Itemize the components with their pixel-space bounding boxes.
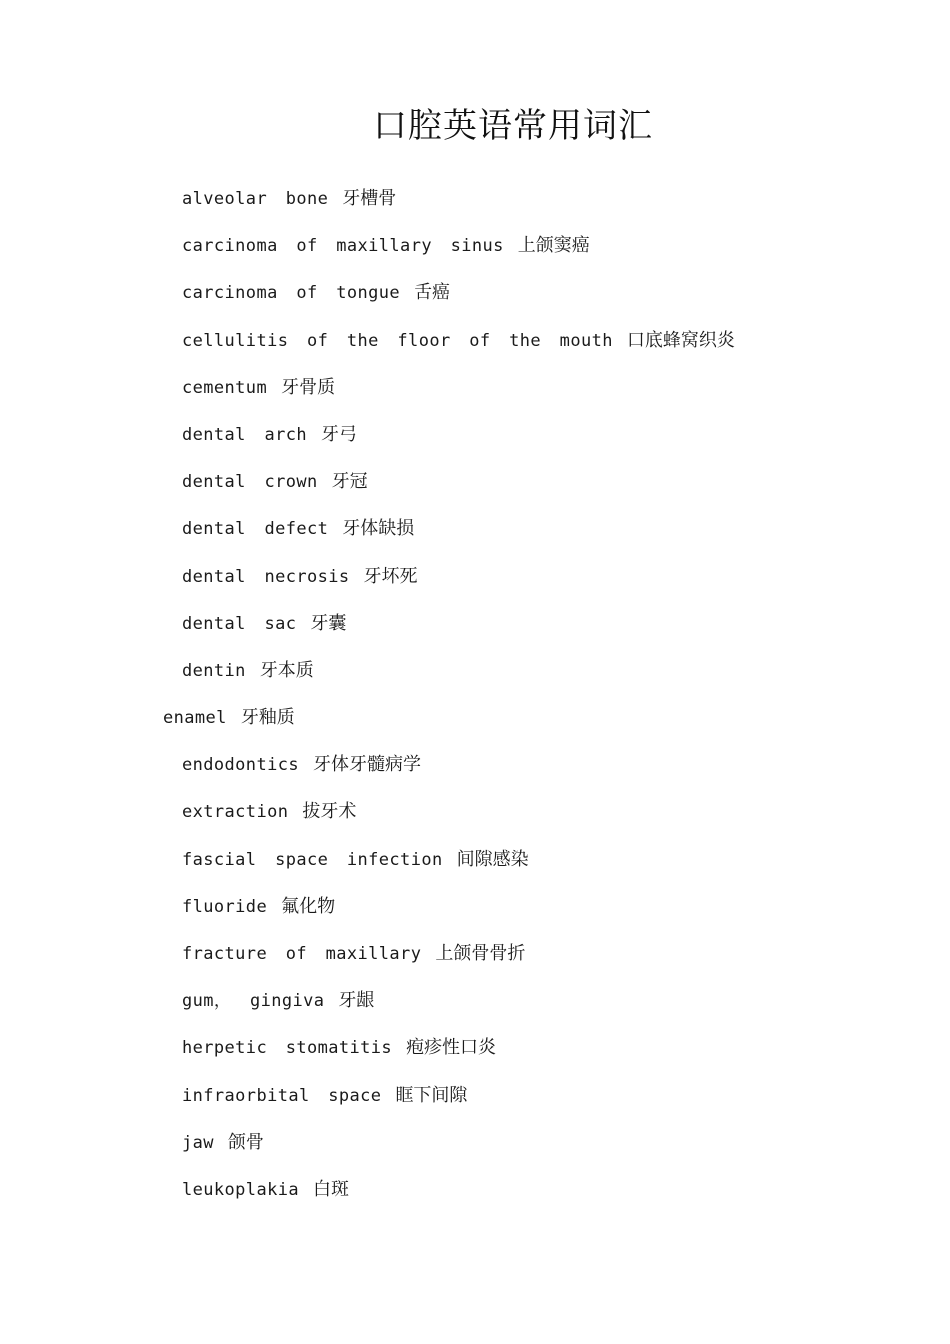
list-item bbox=[0, 274, 950, 321]
list-item bbox=[0, 1124, 950, 1171]
chinese-term: 口底蜂窝织炎 bbox=[626, 329, 735, 351]
page-title: 口腔英语常用词汇 bbox=[373, 106, 653, 146]
chinese-term: 白斑 bbox=[312, 1178, 349, 1200]
english-term: dental crown bbox=[182, 472, 318, 493]
list-item bbox=[0, 982, 950, 1029]
list-item bbox=[0, 369, 950, 416]
list-item bbox=[0, 841, 950, 888]
list-item bbox=[0, 180, 950, 227]
chinese-term: 上颌骨骨折 bbox=[435, 943, 526, 964]
chinese-term: 牙槽骨 bbox=[342, 188, 397, 209]
list-item bbox=[0, 416, 950, 463]
chinese-term: 牙釉质 bbox=[240, 707, 295, 729]
chinese-term: 疱疹性口炎 bbox=[406, 1037, 497, 1059]
list-item bbox=[0, 558, 950, 605]
list-item bbox=[0, 510, 950, 557]
list-item bbox=[0, 227, 950, 274]
list-item bbox=[0, 935, 950, 982]
list-item bbox=[0, 1077, 950, 1124]
list-item bbox=[0, 463, 950, 510]
list-item bbox=[0, 699, 950, 746]
chinese-term: 牙囊 bbox=[310, 612, 347, 634]
english-term: enamel bbox=[163, 708, 227, 729]
chinese-term: 牙体牙髓病学 bbox=[312, 754, 421, 776]
english-term: dental arch bbox=[182, 424, 307, 445]
chinese-term: 上颌窦癌 bbox=[517, 235, 590, 257]
list-item bbox=[0, 605, 950, 652]
chinese-term: 牙体缺损 bbox=[342, 518, 415, 540]
english-term: dentin bbox=[182, 660, 246, 681]
list-item bbox=[0, 793, 950, 840]
chinese-term: 牙弓 bbox=[320, 423, 357, 445]
english-term: carcinoma of maxillary sinus bbox=[182, 236, 504, 257]
list-item bbox=[0, 322, 950, 369]
chinese-term: 牙冠 bbox=[331, 471, 368, 493]
english-term: gum， gingiva bbox=[182, 991, 325, 1012]
chinese-term: 舌癌 bbox=[414, 282, 451, 304]
english-term: infraorbital space bbox=[182, 1085, 382, 1106]
list-item bbox=[0, 888, 950, 935]
vocabulary-list bbox=[0, 180, 950, 1218]
list-item bbox=[0, 746, 950, 793]
chinese-term: 牙本质 bbox=[259, 659, 314, 681]
chinese-term: 拔牙术 bbox=[302, 801, 357, 823]
english-term: jaw bbox=[182, 1132, 214, 1153]
list-item bbox=[0, 1029, 950, 1076]
list-item bbox=[0, 652, 950, 699]
english-term: dental defect bbox=[182, 519, 329, 540]
english-term: cementum bbox=[182, 377, 268, 398]
english-term: herpetic stomatitis bbox=[182, 1038, 393, 1059]
chinese-term: 氟化物 bbox=[281, 895, 336, 917]
chinese-term: 牙坏死 bbox=[363, 565, 418, 587]
english-term: dental necrosis bbox=[182, 566, 350, 587]
english-term: alveolar bone bbox=[182, 189, 329, 209]
english-term: dental sac bbox=[182, 613, 297, 634]
chinese-term: 眶下间隙 bbox=[395, 1084, 468, 1106]
english-term: endodontics bbox=[182, 755, 299, 776]
english-term: fluoride bbox=[182, 896, 268, 917]
english-term: extraction bbox=[182, 802, 289, 823]
english-term: carcinoma of tongue bbox=[182, 283, 401, 304]
list-item bbox=[0, 1171, 950, 1218]
chinese-term: 牙骨质 bbox=[281, 376, 336, 398]
chinese-term: 颌骨 bbox=[227, 1131, 264, 1153]
chinese-term: 间隙感染 bbox=[456, 848, 529, 870]
chinese-term: 牙龈 bbox=[338, 990, 375, 1012]
english-term: cellulitis of the floor of the mouth bbox=[182, 330, 613, 351]
english-term: leukoplakia bbox=[182, 1179, 299, 1200]
english-term: fracture of maxillary bbox=[182, 944, 422, 964]
english-term: fascial space infection bbox=[182, 849, 443, 870]
